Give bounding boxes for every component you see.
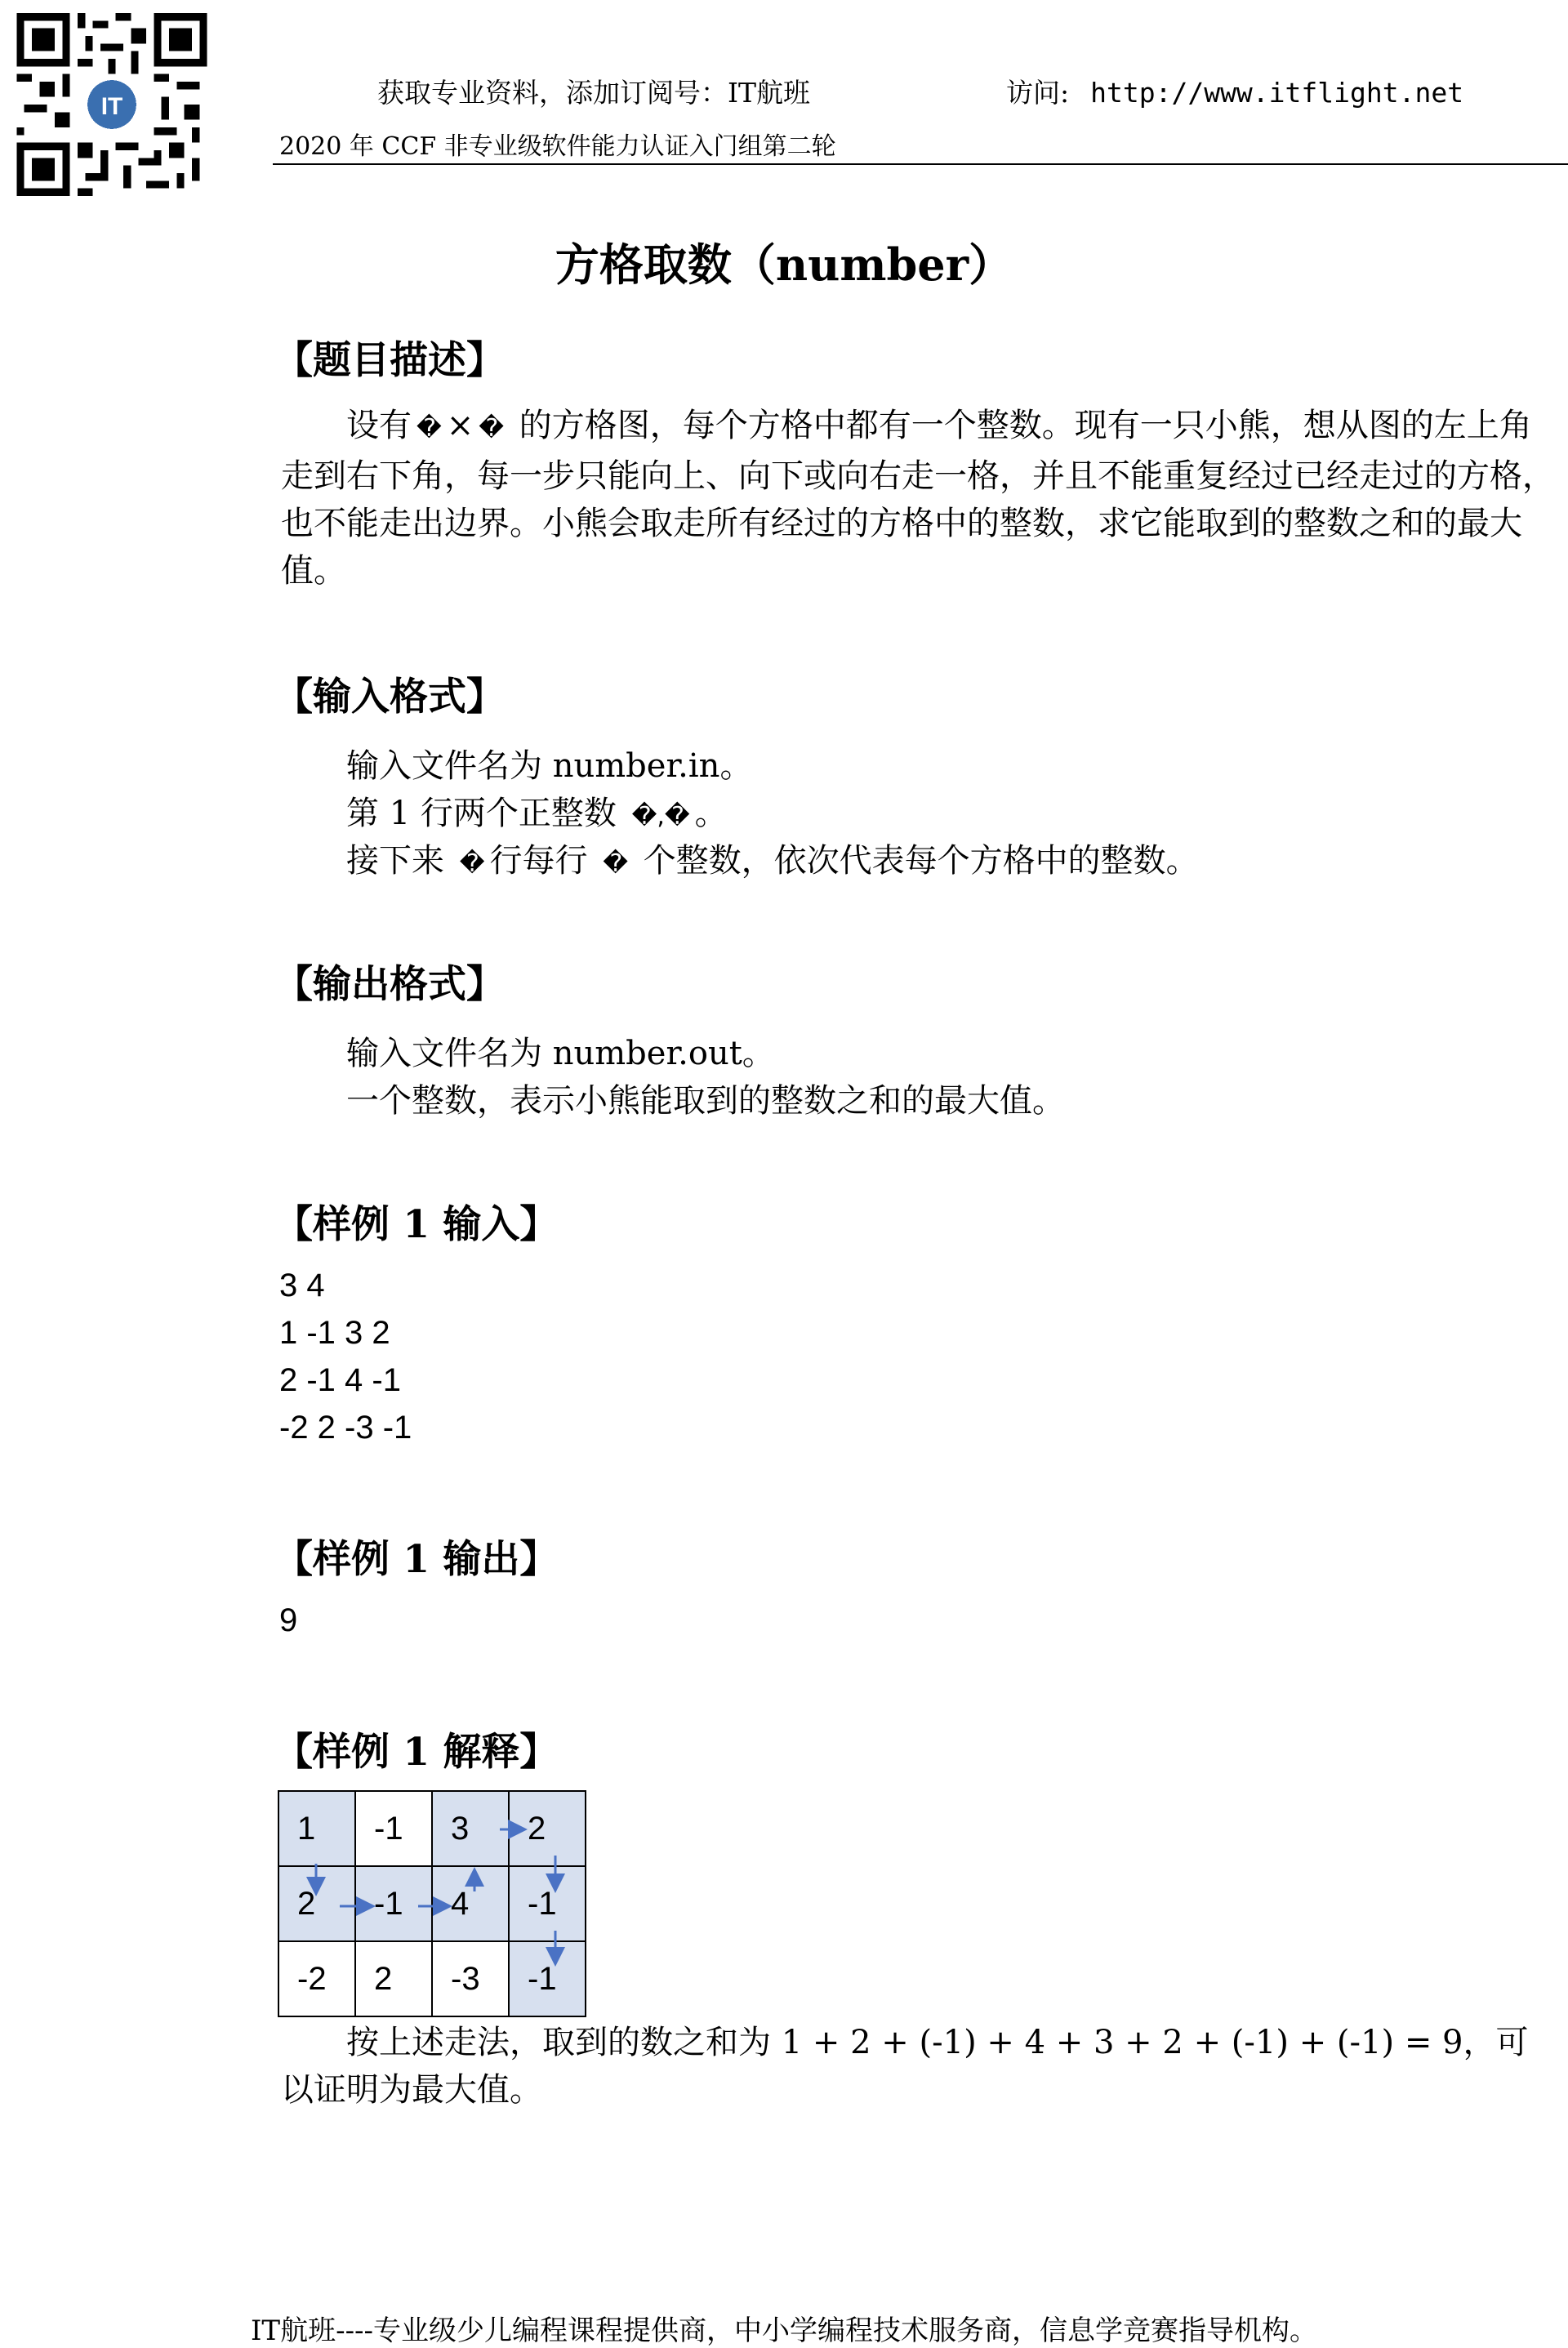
grid-cell: 2 [355, 1941, 432, 2016]
svg-text:IT: IT [100, 93, 123, 121]
sample-input-line: 1 -1 3 2 [279, 1315, 390, 1351]
sample-output-value: 9 [279, 1602, 298, 1638]
replacement-glyph-icon: � [479, 414, 505, 443]
input-line-3: 接下来 � 行每行 � 个整数，依次代表每个方格中的整数。 [346, 842, 1199, 880]
explanation-paragraph: 按上述走法，取到的数之和为 1 + 2 + (-1) + 4 + 3 + 2 + (-1) + (-1) = 9，可以证明为最大值。 [281, 2024, 1529, 2109]
section-heading-sample-input: 【样例 1 输入】 [274, 1202, 559, 1247]
grid-cell: -3 [432, 1941, 509, 2016]
page-footer: IT航班----专业级少儿编程课程提供商，中小学编程技术服务商，信息学竞赛指导机构。 [250, 2315, 1318, 2347]
replacement-glyph-icon: � [603, 849, 628, 878]
header-rule [273, 163, 1568, 165]
visit-label: 访问: [1006, 77, 1070, 109]
grid-cell: 1 [278, 1791, 355, 1866]
qr-code [16, 13, 207, 196]
grid-cell: -1 [509, 1866, 586, 1941]
path-arrows [278, 1790, 596, 2021]
grid-cell: -1 [355, 1791, 432, 1866]
input-line-1: 输入文件名为 number.in。 [346, 747, 753, 785]
grid-cell: -2 [278, 1941, 355, 2016]
replacement-glyph-icon: �,� [631, 802, 690, 831]
header-promo: 获取专业资料，添加订阅号：IT航班 [377, 77, 811, 109]
input-line-2: 第 1 行两个正整数 �,� 。 [346, 795, 728, 832]
page-title: 方格取数（number） [555, 238, 1013, 291]
grid-cell: 2 [278, 1866, 355, 1941]
sample-input-line: 3 4 [279, 1268, 325, 1303]
grid-cell: -1 [509, 1941, 586, 2016]
replacement-glyph-icon: � [459, 849, 485, 878]
header-visit [1006, 72, 1463, 110]
grid-cell: 3 [432, 1791, 509, 1866]
grid-cell: 4 [432, 1866, 509, 1941]
sample-input-line: 2 -1 4 -1 [279, 1362, 401, 1398]
output-line-2: 一个整数，表示小熊能取到的整数之和的最大值。 [346, 1082, 1065, 1120]
section-heading-input: 【输入格式】 [274, 675, 505, 720]
replacement-glyph-icon: � [416, 414, 442, 443]
visit-url[interactable]: http://www.itflight.net [1090, 77, 1464, 109]
section-heading-explanation: 【样例 1 解释】 [274, 1730, 559, 1775]
grid-cell: 2 [509, 1791, 586, 1866]
section-heading-description: 【题目描述】 [274, 338, 505, 383]
output-line-1: 输入文件名为 number.out。 [346, 1035, 775, 1072]
description-paragraph: 设有 � × � 的方格图，每个方格中都有一个整数。现有一只小熊，想从图的左上角走到右下角，每一步只能向上、向下或向右走一格，并且不能重复经过已经走过的方格，也不能走出边界。小熊会取走所有经过的方格中的整数，求它能取到的整数之和的最大值。 [281, 407, 1555, 590]
header-subtitle: 2020 年 CCF 非专业级软件能力认证入门组第二轮 [279, 132, 836, 161]
section-heading-sample-output: 【样例 1 输出】 [274, 1537, 559, 1582]
grid-cell: -1 [355, 1866, 432, 1941]
sample-input-line: -2 2 -3 -1 [279, 1410, 412, 1446]
section-heading-output: 【输出格式】 [274, 962, 505, 1007]
